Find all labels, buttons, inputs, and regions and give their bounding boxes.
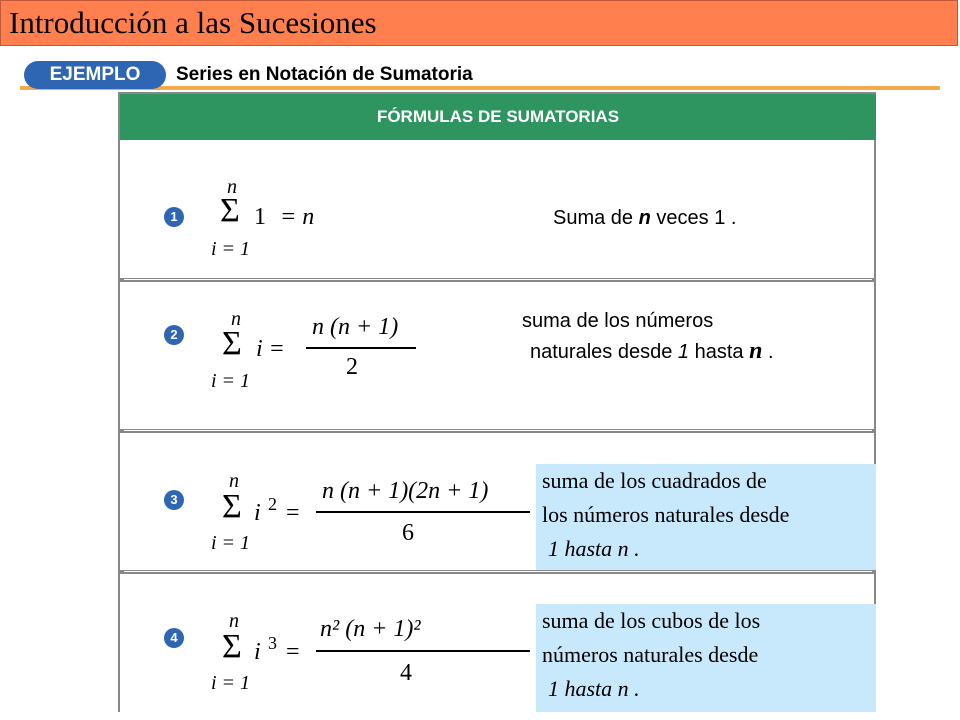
sum-term: 1 [254,204,266,230]
row-divider [120,570,876,574]
formula-description [536,604,876,712]
sigma-symbol: Σ [222,488,242,525]
sum-lower-limit: i = 1 [211,672,251,694]
sum-term: i [254,639,261,665]
sum-upper-limit: n [229,470,239,492]
formula-description [536,464,876,570]
sum-lower-limit: i = 1 [211,238,251,260]
sum-lower-limit: i = 1 [211,370,251,392]
formula-description: Suma de n veces 1 . [553,207,737,229]
sum-term: i = [256,336,285,362]
fraction-bar [316,650,530,652]
description-line: 1 hasta n . [548,536,640,561]
sum-upper-limit: n [227,176,237,198]
description-line: números naturales desde [542,642,759,667]
fraction-bar [316,511,530,513]
sigma-symbol: Σ [222,628,242,665]
formula-description-line2: naturales desde 1 hasta n . [530,338,774,364]
term-exponent: 2 [268,494,277,514]
slide-title: Introducción a las Sucesiones [9,5,377,40]
description-line: suma de los cuadrados de [542,468,767,493]
sum-upper-limit: n [229,610,239,632]
fraction-denominator: 6 [402,520,414,546]
formula-number-4: 4 [164,628,184,648]
term-exponent: 3 [268,633,277,653]
sum-lower-limit: i = 1 [211,532,251,554]
sigma-symbol: Σ [220,192,240,229]
equals-sign: = [286,639,300,665]
sum-upper-limit: n [231,308,241,330]
fraction-denominator: 2 [346,354,358,380]
formula-number-2: 2 [164,325,184,345]
sum-result: = n [280,204,315,230]
description-line: los números naturales desde [542,502,790,527]
title-bar [0,0,958,46]
equals-sign: = [286,500,300,526]
description-line: 1 hasta n . [548,676,640,701]
slide-subtitle: Series en Notación de Sumatoria [176,64,473,85]
example-badge: EJEMPLO [24,61,166,89]
sum-term: i [254,500,261,526]
fraction-numerator: n (n + 1)(2n + 1) [322,478,489,504]
formula-number-1: 1 [164,207,184,227]
row-divider [120,429,876,433]
fraction-denominator: 4 [400,660,412,686]
formula-description-line1: suma de los números [522,310,714,332]
table-header: FÓRMULAS DE SUMATORIAS [120,94,876,140]
sigma-symbol: Σ [222,325,242,362]
fraction-bar [306,347,416,349]
description-line: suma de los cubos de los [542,608,761,633]
fraction-numerator: n (n + 1) [312,314,399,340]
formula-number-3: 3 [164,490,184,510]
fraction-numerator: n² (n + 1)² [320,616,421,642]
row-divider [120,278,876,282]
